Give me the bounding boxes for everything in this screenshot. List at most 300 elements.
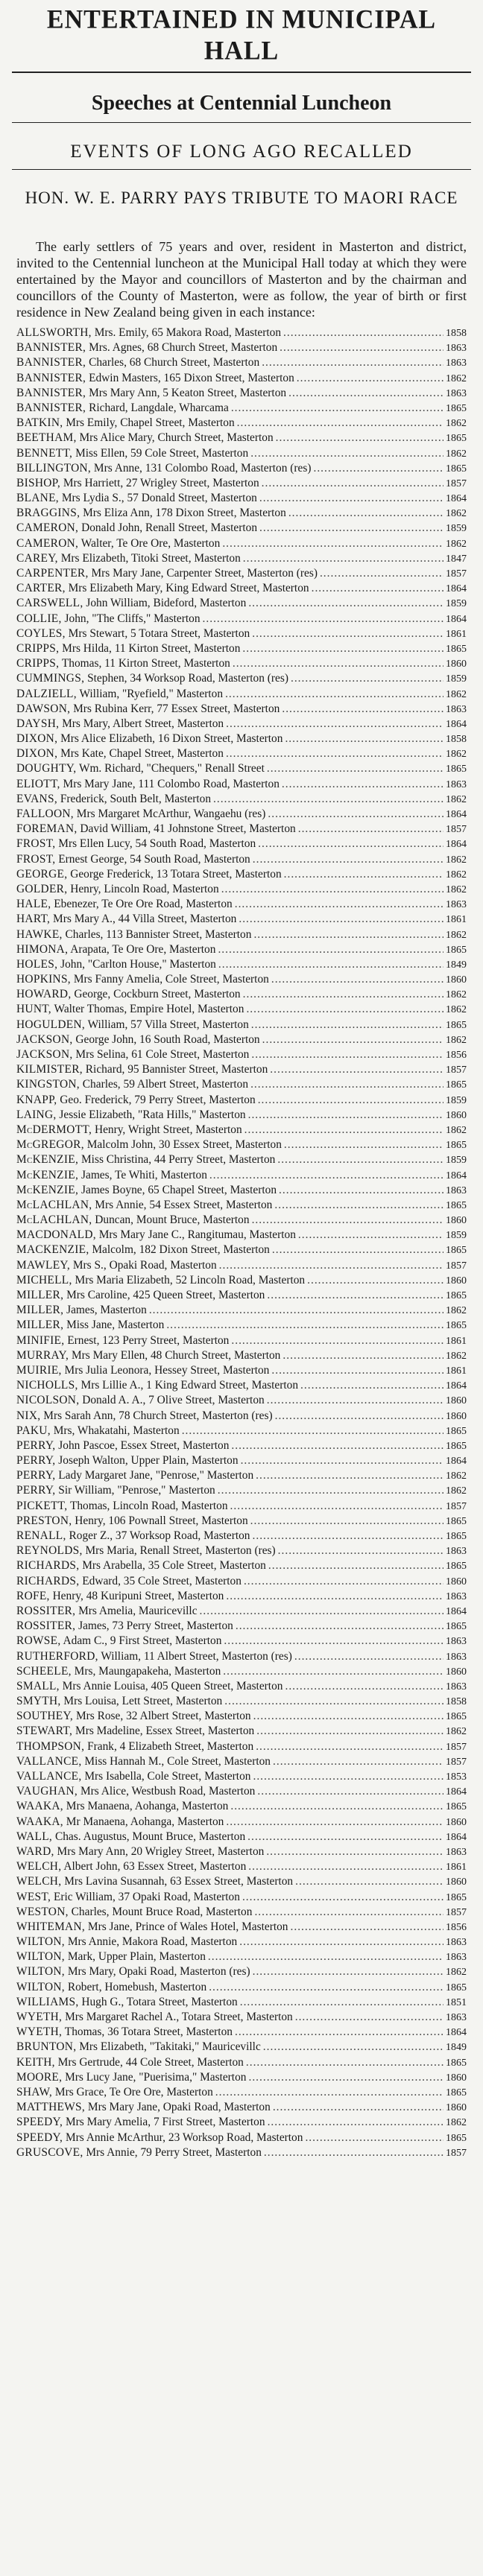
settler-year: 1863 bbox=[446, 358, 467, 369]
list-item bbox=[16, 552, 467, 567]
leader-dots bbox=[280, 341, 443, 355]
list-item bbox=[16, 1469, 467, 1484]
entry-text bbox=[16, 1214, 250, 1227]
settler-name: RICHARDS, bbox=[16, 1559, 80, 1573]
entry-text bbox=[16, 973, 269, 986]
leader-dots bbox=[256, 1469, 443, 1482]
entry-text bbox=[16, 1965, 250, 1979]
settler-year: 1865 bbox=[446, 1621, 467, 1633]
settler-year: 1865 bbox=[446, 1425, 467, 1437]
list-item bbox=[16, 672, 467, 687]
settler-year: 1859 bbox=[446, 1155, 467, 1167]
settler-year: 1863 bbox=[446, 1590, 467, 1602]
settler-details: Malcolm, 182 Dixon Street, Masterton bbox=[92, 1243, 270, 1257]
settler-year: 1860 bbox=[446, 1576, 467, 1587]
list-item bbox=[16, 2086, 467, 2101]
list-item bbox=[16, 1800, 467, 1815]
settler-name: McKENZIE, bbox=[16, 1153, 79, 1167]
settler-year: 1864 bbox=[446, 809, 467, 820]
leader-dots bbox=[226, 1815, 443, 1829]
list-item bbox=[16, 688, 467, 702]
settler-year: 1861 bbox=[446, 1862, 467, 1874]
list-item bbox=[16, 1153, 467, 1168]
leader-dots bbox=[241, 1454, 443, 1468]
settler-details: Edward, 35 Cole Street, Masterton bbox=[82, 1574, 242, 1587]
settler-name: JACKSON, bbox=[16, 1032, 73, 1046]
settler-year: 1865 bbox=[446, 1982, 467, 1993]
leader-dots bbox=[248, 1860, 443, 1874]
settler-details: Mrs Mary Amelia, 7 First Street, Masterton bbox=[65, 2116, 265, 2129]
settler-name: NIX, bbox=[16, 1409, 41, 1422]
settler-name: MILLER, bbox=[16, 1319, 64, 1332]
settler-name: MILLER, bbox=[16, 1289, 64, 1301]
leader-dots bbox=[253, 1770, 443, 1783]
leader-dots bbox=[300, 1379, 443, 1392]
settler-name: GEORGE, bbox=[16, 867, 68, 881]
leader-dots bbox=[288, 507, 443, 520]
leader-dots bbox=[221, 883, 443, 896]
leader-dots bbox=[233, 657, 443, 670]
list-item bbox=[16, 793, 467, 808]
settler-name: COYLES, bbox=[16, 626, 66, 640]
leader-dots bbox=[242, 1891, 443, 1904]
settler-details: Stephen, 34 Worksop Road, Masterton (res) bbox=[87, 672, 288, 685]
settler-name: JACKSON, bbox=[16, 1048, 73, 1061]
settler-details: Mrs. Agnes, 68 Church Street, Masterton bbox=[89, 341, 278, 355]
settler-name: WILTON, bbox=[16, 1935, 65, 1949]
settler-details: Mrs Annie, 79 Perry Street, Masterton bbox=[86, 2145, 262, 2159]
list-item bbox=[16, 492, 467, 507]
entry-text bbox=[16, 1304, 147, 1317]
entry-text bbox=[16, 2131, 303, 2145]
entry-text bbox=[16, 868, 282, 881]
settler-name: SPEEDY, bbox=[16, 2116, 63, 2129]
settler-name: CRIPPS, bbox=[16, 657, 60, 670]
list-item bbox=[16, 1484, 467, 1499]
settler-year: 1857 bbox=[446, 1500, 467, 1512]
entry-text bbox=[16, 387, 286, 400]
settler-year: 1864 bbox=[446, 583, 467, 595]
list-item bbox=[16, 1950, 467, 1965]
settler-details: Miss Christina, 44 Perry Street, Masterton bbox=[81, 1153, 276, 1167]
leader-dots bbox=[243, 552, 443, 565]
entry-text bbox=[16, 1243, 270, 1257]
settler-year: 1857 bbox=[446, 1741, 467, 1753]
entry-text bbox=[16, 1725, 254, 1738]
settler-details: Mrs Kate, Chapel Street, Masterton bbox=[60, 747, 224, 761]
leader-dots bbox=[230, 1500, 443, 1513]
leader-dots bbox=[313, 462, 443, 475]
list-item bbox=[16, 582, 467, 597]
entry-text bbox=[16, 2101, 271, 2114]
settler-details: James, 73 Perry Street, Masterton bbox=[78, 1619, 233, 1633]
settler-name: BENNETT, bbox=[16, 446, 73, 460]
list-item bbox=[16, 808, 467, 822]
settler-year: 1865 bbox=[446, 1290, 467, 1301]
settler-name: SMYTH, bbox=[16, 1695, 61, 1708]
settler-year: 1865 bbox=[446, 463, 467, 475]
settler-year: 1862 bbox=[446, 448, 467, 460]
list-item bbox=[16, 1906, 467, 1920]
settler-details: Mrs Elizabeth, "Takitaki," Mauricevillc bbox=[79, 2040, 261, 2054]
entry-text bbox=[16, 1860, 246, 1874]
settler-name: FROST, bbox=[16, 837, 56, 851]
settler-details: John, "Carlton House," Masterton bbox=[60, 957, 216, 971]
settler-details: Mrs Mary Jane, Opaki Road, Masterton bbox=[87, 2101, 271, 2114]
list-item bbox=[16, 898, 467, 913]
entry-text bbox=[16, 372, 294, 385]
settler-year: 1861 bbox=[446, 628, 467, 640]
list-item bbox=[16, 477, 467, 492]
list-item bbox=[16, 913, 467, 927]
entry-text bbox=[16, 1800, 228, 1813]
leader-dots bbox=[267, 1394, 443, 1407]
leader-dots bbox=[256, 1725, 443, 1738]
settler-details: James, Te Whiti, Masterton bbox=[81, 1168, 207, 1181]
entry-text bbox=[16, 1920, 288, 1934]
settler-details: Mrs Grace, Te Ore Ore, Masterton bbox=[54, 2085, 213, 2098]
list-item bbox=[16, 326, 467, 341]
settler-year: 1865 bbox=[446, 1079, 467, 1091]
settler-year: 1858 bbox=[446, 734, 467, 746]
settler-year: 1864 bbox=[446, 1786, 467, 1798]
entry-text bbox=[16, 1454, 239, 1468]
entry-text bbox=[16, 988, 241, 1001]
settler-details: Mrs Annie McArthur, 23 Worksop Road, Masterton bbox=[65, 2131, 303, 2144]
entry-text bbox=[16, 672, 288, 685]
settler-details: Mrs Elizabeth Mary, King Edward Street, Masterton bbox=[68, 582, 309, 595]
leader-dots bbox=[226, 747, 443, 761]
leader-dots bbox=[298, 822, 443, 836]
entry-text bbox=[16, 1094, 256, 1107]
settler-name: KNAPP, bbox=[16, 1093, 57, 1106]
settler-name: McKENZIE, bbox=[16, 1183, 79, 1196]
settler-year: 1863 bbox=[446, 703, 467, 715]
settler-year: 1862 bbox=[446, 1034, 467, 1046]
list-item bbox=[16, 1364, 467, 1379]
settler-details: Miss Jane, Masterton bbox=[66, 1319, 165, 1332]
settler-details: Mrs Rose, 32 Albert Street, Masterton bbox=[75, 1710, 251, 1723]
entry-text bbox=[16, 793, 211, 806]
leader-dots bbox=[307, 1274, 443, 1287]
settler-name: McGREGOR, bbox=[16, 1138, 84, 1152]
settler-name: RUTHERFORD, bbox=[16, 1649, 98, 1663]
settler-name: CARSWELL, bbox=[16, 597, 83, 610]
settler-year: 1858 bbox=[446, 1696, 467, 1708]
settler-year: 1860 bbox=[446, 2072, 467, 2084]
leader-dots bbox=[203, 612, 443, 626]
leader-dots bbox=[250, 1078, 443, 1091]
settler-year: 1860 bbox=[446, 1666, 467, 1678]
list-item bbox=[16, 1108, 467, 1123]
settler-year: 1857 bbox=[446, 478, 467, 489]
leader-dots bbox=[266, 1845, 443, 1859]
entry-text bbox=[16, 808, 265, 821]
settler-details: Mrs Manaena, Aohanga, Masterton bbox=[66, 1800, 229, 1813]
settler-name: HUNT, bbox=[16, 1003, 51, 1016]
settler-name: KILMISTER, bbox=[16, 1063, 83, 1076]
settler-year: 1859 bbox=[446, 523, 467, 535]
settler-year: 1865 bbox=[446, 2087, 467, 2098]
settler-name: PERRY, bbox=[16, 1469, 56, 1482]
settler-details: Mark, Upper Plain, Masterton bbox=[67, 1950, 206, 1964]
settler-year: 1859 bbox=[446, 673, 467, 685]
entry-text bbox=[16, 1619, 233, 1633]
settler-year: 1862 bbox=[446, 883, 467, 895]
list-item bbox=[16, 612, 467, 627]
list-item bbox=[16, 1078, 467, 1093]
settler-year: 1861 bbox=[446, 914, 467, 926]
list-item bbox=[16, 1349, 467, 1364]
entry-text bbox=[16, 2040, 261, 2054]
leader-dots bbox=[248, 2071, 443, 2084]
settler-year: 1865 bbox=[446, 1891, 467, 1903]
settler-year: 1861 bbox=[446, 1335, 467, 1347]
settler-details: Mrs Harriett, 27 Wrigley Street, Masterton bbox=[63, 476, 259, 489]
settler-year: 1865 bbox=[446, 2057, 467, 2069]
settler-details: John Pascoe, Essex Street, Masterton bbox=[58, 1438, 230, 1452]
leader-dots bbox=[239, 1935, 443, 1949]
settler-details: Mrs Eliza Ann, 178 Dixon Street, Masterton bbox=[83, 507, 286, 520]
entry-text bbox=[16, 431, 274, 445]
list-item bbox=[16, 537, 467, 552]
settler-details: Ernest, 123 Perry Street, Masterton bbox=[67, 1333, 230, 1347]
entry-text bbox=[16, 747, 224, 761]
list-item bbox=[16, 837, 467, 852]
list-item bbox=[16, 1514, 467, 1529]
entry-text bbox=[16, 1259, 217, 1272]
settler-year: 1857 bbox=[446, 2147, 467, 2159]
leader-dots bbox=[223, 1665, 443, 1678]
list-item bbox=[16, 1063, 467, 1078]
settler-year: 1865 bbox=[446, 944, 467, 956]
list-item bbox=[16, 1605, 467, 1619]
settler-year: 1857 bbox=[446, 1756, 467, 1768]
settler-name: SOUTHEY, bbox=[16, 1710, 74, 1723]
entry-text bbox=[16, 402, 229, 415]
settler-details: Mrs Lydia S., 57 Donald Street, Masterton bbox=[61, 492, 257, 505]
list-item bbox=[16, 657, 467, 672]
settler-year: 1853 bbox=[446, 1771, 467, 1783]
leader-dots bbox=[267, 1289, 443, 1302]
settler-year: 1862 bbox=[446, 989, 467, 1001]
settler-year: 1865 bbox=[446, 402, 467, 414]
leader-dots bbox=[213, 793, 443, 806]
settler-details: Chas. Augustus, Mount Bruce, Masterton bbox=[54, 1830, 246, 1843]
settler-details: Edwin Masters, 165 Dixon Street, Masterton bbox=[89, 371, 294, 384]
list-item bbox=[16, 1274, 467, 1289]
settler-year: 1863 bbox=[446, 343, 467, 355]
settler-details: Mrs, Whakatahi, Masterton bbox=[53, 1424, 180, 1437]
settler-name: HIMONA, bbox=[16, 942, 69, 956]
settler-year: 1865 bbox=[446, 2132, 467, 2144]
settler-details: William, 11 Albert Street, Masterton (res) bbox=[101, 1649, 292, 1663]
entry-text bbox=[16, 1544, 276, 1558]
list-item bbox=[16, 1920, 467, 1935]
settler-details: Mrs Arabella, 35 Cole Street, Masterton bbox=[82, 1559, 266, 1573]
tribute-heading: HON. W. E. PARRY PAYS TRIBUTE TO MAORI RACE bbox=[25, 188, 458, 207]
settler-details: Mrs Jane, Prince of Wales Hotel, Masterton bbox=[87, 1920, 288, 1933]
entry-text bbox=[16, 1409, 273, 1423]
entry-text bbox=[16, 567, 318, 580]
settler-name: WELCH, bbox=[16, 1875, 62, 1888]
leader-dots bbox=[258, 1094, 443, 1107]
settler-name: CUMMINGS, bbox=[16, 672, 85, 685]
settler-year: 1863 bbox=[446, 2012, 467, 2023]
settler-name: SHAW, bbox=[16, 2085, 53, 2098]
list-item bbox=[16, 1409, 467, 1424]
settler-name: WARD, bbox=[16, 1844, 54, 1858]
leader-dots bbox=[250, 447, 443, 460]
list-item bbox=[16, 958, 467, 973]
entry-text bbox=[16, 1590, 224, 1603]
leader-dots bbox=[231, 1439, 443, 1453]
settler-name: MAWLEY, bbox=[16, 1258, 70, 1272]
leader-dots bbox=[283, 326, 443, 340]
settler-name: NICOLSON, bbox=[16, 1394, 80, 1407]
settler-name: MICHELL, bbox=[16, 1273, 72, 1287]
settler-details: Albert John, 63 Essex Street, Masterton bbox=[63, 1860, 247, 1874]
list-item bbox=[16, 1544, 467, 1559]
settler-details: Mrs Margaret Rachel A., Totara Street, Masterton bbox=[65, 2011, 293, 2023]
settler-year: 1862 bbox=[446, 1967, 467, 1979]
settler-name: WYETH, bbox=[16, 2025, 63, 2039]
settler-year: 1863 bbox=[446, 1681, 467, 1693]
settler-details: Mrs Mary Ann, 20 Wrigley Street, Masterton bbox=[57, 1844, 265, 1858]
leader-dots bbox=[226, 1590, 443, 1603]
settler-year: 1857 bbox=[446, 824, 467, 836]
settler-year: 1864 bbox=[446, 839, 467, 851]
settler-year: 1865 bbox=[446, 1801, 467, 1813]
list-item bbox=[16, 1454, 467, 1469]
subheading: Speeches at Centennial Luncheon bbox=[91, 92, 392, 115]
entry-text bbox=[16, 1033, 260, 1047]
settler-name: EVANS, bbox=[16, 792, 57, 805]
leader-dots bbox=[219, 1259, 443, 1272]
settler-year: 1859 bbox=[446, 1094, 467, 1106]
settler-name: GRUSCOVE, bbox=[16, 2145, 83, 2159]
leader-dots bbox=[284, 868, 443, 881]
settler-details: Hugh G., Totara Street, Masterton bbox=[81, 1995, 238, 2008]
settler-year: 1862 bbox=[446, 372, 467, 384]
settler-name: BANNISTER, bbox=[16, 371, 86, 384]
leader-dots bbox=[277, 1153, 443, 1167]
list-item bbox=[16, 1619, 467, 1634]
entry-text bbox=[16, 1123, 242, 1137]
leader-dots bbox=[253, 1710, 443, 1723]
entry-text bbox=[16, 1500, 228, 1513]
settler-details: Sir William, "Penrose," Masterton bbox=[58, 1484, 215, 1497]
list-item bbox=[16, 2011, 467, 2025]
settler-details: Mrs Mary A., 44 Villa Street, Masterton bbox=[53, 913, 237, 926]
entry-text bbox=[16, 1319, 164, 1332]
settler-details: Mrs S., Opaki Road, Masterton bbox=[72, 1258, 217, 1272]
settler-details: Joseph Walton, Upper Plain, Masterton bbox=[58, 1454, 239, 1468]
entry-text bbox=[16, 477, 259, 490]
entry-text bbox=[16, 627, 250, 641]
settler-details: Miss Ellen, 59 Cole Street, Masterton bbox=[75, 446, 249, 460]
settler-details: Mrs Rubina Kerr, 77 Essex Street, Masterton bbox=[73, 702, 280, 715]
entry-text bbox=[16, 1755, 271, 1768]
entry-text bbox=[16, 762, 265, 775]
leader-dots bbox=[285, 732, 443, 746]
settler-year: 1864 bbox=[446, 1831, 467, 1843]
leader-dots bbox=[231, 402, 443, 415]
settler-year: 1859 bbox=[446, 1230, 467, 1242]
entry-text bbox=[16, 582, 309, 595]
settler-year: 1863 bbox=[446, 1651, 467, 1663]
settler-details: Malcolm John, 30 Essex Street, Masterton bbox=[86, 1138, 282, 1152]
settler-year: 1864 bbox=[446, 1605, 467, 1617]
leader-dots bbox=[226, 717, 443, 731]
settler-year: 1862 bbox=[446, 1305, 467, 1317]
leader-dots bbox=[253, 1529, 443, 1543]
entry-text bbox=[16, 1108, 246, 1122]
leader-dots bbox=[224, 1695, 443, 1708]
settler-details: Jessie Elizabeth, "Rata Hills," Masterton bbox=[59, 1108, 246, 1121]
entry-text bbox=[16, 913, 236, 926]
settler-name: DIXON, bbox=[16, 747, 58, 761]
settler-details: James Boyne, 65 Chapel Street, Masterton bbox=[81, 1183, 277, 1196]
settler-year: 1863 bbox=[446, 1546, 467, 1558]
leader-dots bbox=[222, 537, 443, 551]
settler-year: 1860 bbox=[446, 1816, 467, 1828]
entry-text bbox=[16, 1228, 296, 1242]
entry-text bbox=[16, 2071, 246, 2084]
entry-text bbox=[16, 943, 215, 957]
entry-text bbox=[16, 492, 257, 505]
settler-details: David William, 41 Johnstone Street, Masterton bbox=[80, 822, 296, 836]
entry-text bbox=[16, 928, 251, 942]
settler-name: DALZIELL, bbox=[16, 687, 77, 700]
leader-dots bbox=[209, 1169, 443, 1182]
entry-text bbox=[16, 1169, 207, 1182]
settler-name: STEWART, bbox=[16, 1725, 73, 1738]
settler-name: FOREMAN, bbox=[16, 822, 78, 836]
intro-paragraph: The early settlers of 75 years and over, resident in Masterton and district, invited to the Centennial luncheon at the Municipal Hall today at which they were entertained by the Mayor and councillors of Masterton and by the chairman and councillors of the County of Masterton, were as follow, the year of birth or first residence in New Zealand being given in each instance: bbox=[16, 239, 467, 320]
list-item bbox=[16, 732, 467, 747]
list-item bbox=[16, 1965, 467, 1980]
list-item bbox=[16, 1575, 467, 1590]
entry-text bbox=[16, 1514, 248, 1528]
leader-dots bbox=[298, 1228, 443, 1242]
settler-details: Mrs Selina, 61 Cole Street, Masterton bbox=[75, 1048, 250, 1061]
list-item bbox=[16, 1650, 467, 1665]
settler-name: HOWARD, bbox=[16, 988, 72, 1001]
settler-details: Richard, 95 Bannister Street, Masterton bbox=[85, 1063, 268, 1076]
list-item bbox=[16, 2131, 467, 2146]
leader-dots bbox=[271, 1364, 443, 1377]
list-item bbox=[16, 1259, 467, 1274]
list-item bbox=[16, 1394, 467, 1409]
list-item bbox=[16, 1094, 467, 1108]
entry-text bbox=[16, 1740, 253, 1754]
settler-year: 1862 bbox=[446, 508, 467, 520]
settler-name: McKENZIE, bbox=[16, 1168, 79, 1181]
entry-text bbox=[16, 1680, 282, 1693]
settler-details: Frank, 4 Elizabeth Street, Masterton bbox=[87, 1739, 254, 1753]
settler-name: BRUNTON, bbox=[16, 2040, 77, 2054]
leader-dots bbox=[264, 2146, 443, 2160]
settler-name: BRAGGINS, bbox=[16, 507, 80, 520]
entry-text bbox=[16, 1349, 280, 1362]
settler-details: Mrs Mary, Opaki Road, Masterton (res) bbox=[67, 1965, 250, 1979]
settler-details: George John, 16 South Road, Masterton bbox=[75, 1032, 260, 1046]
leader-dots bbox=[240, 1996, 443, 2009]
settler-details: Thomas, 36 Totara Street, Masterton bbox=[64, 2025, 233, 2039]
settler-year: 1864 bbox=[446, 2027, 467, 2039]
settler-year: 1860 bbox=[446, 1877, 467, 1888]
